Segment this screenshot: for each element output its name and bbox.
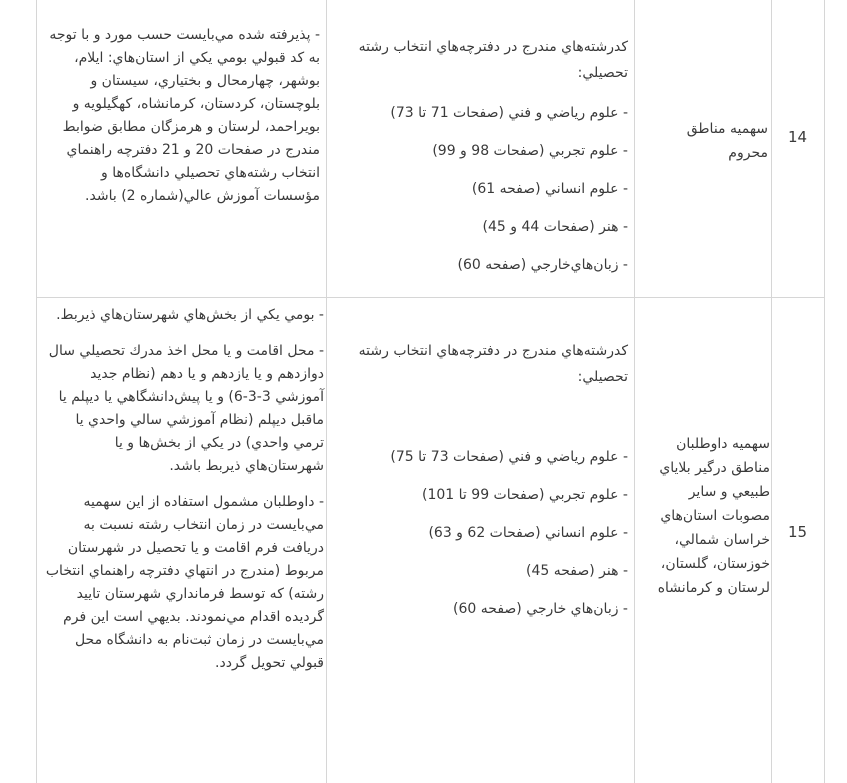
fields-cell — [336, 338, 628, 628]
conditions-cell — [44, 304, 324, 688]
table-border-left — [36, 0, 37, 783]
conditions-cell — [44, 24, 320, 221]
fields-cell — [336, 34, 628, 284]
field-item: - علوم رياضي و فني (صفحات 73 تا 75) — [390, 449, 628, 465]
table-divider-quota — [771, 0, 772, 783]
field-item: - زبان‌هاي خارجي (صفحه 60) — [453, 601, 628, 617]
table-divider-fields — [634, 0, 635, 783]
field-item: - علوم انساني (صفحه 61) — [471, 181, 628, 197]
field-item: - علوم تجربي (صفحات 98 و 99) — [432, 143, 628, 159]
fields-intro: كدرشته‌هاي مندرج در دفترچه‌هاي انتخاب رشته تحصيلي: — [358, 343, 628, 385]
field-item: - هنر (صفحه 45) — [525, 563, 628, 579]
row-divider — [36, 297, 824, 298]
fields-intro: كدرشته‌هاي مندرج در دفترچه‌هاي انتخاب رشته تحصيلي: — [358, 39, 628, 81]
field-item: - زبان‌هاي‌خارجي (صفحه 60) — [457, 257, 628, 273]
condition-text: - پذيرفته شده مي‌بايست حسب مورد و با توجه به كد قبولي بومي يكي از استان‌هاي: ايلام، بوشهر، چهارمحال و بختياري، سيستان و بلوچستان، كردستان، كرمانشاه، كهگيلويه و بويراحمد، لرستان و هرمزگان مطابق ضوابط مندرج در صفحات 20 و 21 دفترچه راهنماي انتخاب رشته‌هاي تحصيلي دانشگاه‌ها و مؤسسات آموزش عالي(شماره 2) باشد. — [49, 27, 320, 204]
field-item: - هنر (صفحات 44 و 45) — [482, 219, 628, 235]
table-border-right — [824, 0, 825, 783]
condition-text: - محل اقامت و يا محل اخذ مدرك تحصيلي سال دوازدهم و يا يازدهم و يا دهم (نظام جديد آموزشي 3-3-6) و يا پيش‌دانشگاهي يا ديپلم يا ماقبل ديپلم (نظام آموزشي سالي واحدي يا ترمي واحدي) در يكي از بخش‌ها و يا شهرستان‌هاي ذيربط باشد. — [48, 343, 324, 474]
row-number: 14 — [787, 128, 808, 146]
table-divider-conditions — [326, 0, 327, 783]
condition-text: - بومي يكي از بخش‌هاي شهرستان‌هاي ذيربط. — [56, 307, 324, 323]
condition-text: - داوطلبان مشمول استفاده از اين سهميه مي‌بايست در زمان انتخاب رشته نسبت به دريافت فرم اقامت و يا تحصيل در شهرستان مربوط (مندرج در انتهاي دفترچه راهنماي انتخاب رشته) كه توسط فرمانداري شهرستان تاييد گرديده اقدام مي‌نمودند. بديهي است اين فرم مي‌بايست در زمان ثبت‌نام به دانشگاه محل قبولي تحويل گردد. — [45, 494, 324, 671]
quota-name: سهميه مناطق محروم — [686, 121, 768, 161]
field-item: - علوم انساني (صفحات 62 و 63) — [428, 525, 628, 541]
field-item: - علوم تجربي (صفحات 99 تا 101) — [422, 487, 628, 503]
field-item: - علوم رياضي و فني (صفحات 71 تا 73) — [390, 105, 628, 121]
quota-name: سهميه داوطلبان مناطق درگير بلاياي طبيعي و ساير مصوبات استان‌هاي خراسان شمالي، خوزستان، گلستان، لرستان و كرمانشاه — [657, 436, 770, 596]
row-number: 15 — [787, 523, 808, 541]
